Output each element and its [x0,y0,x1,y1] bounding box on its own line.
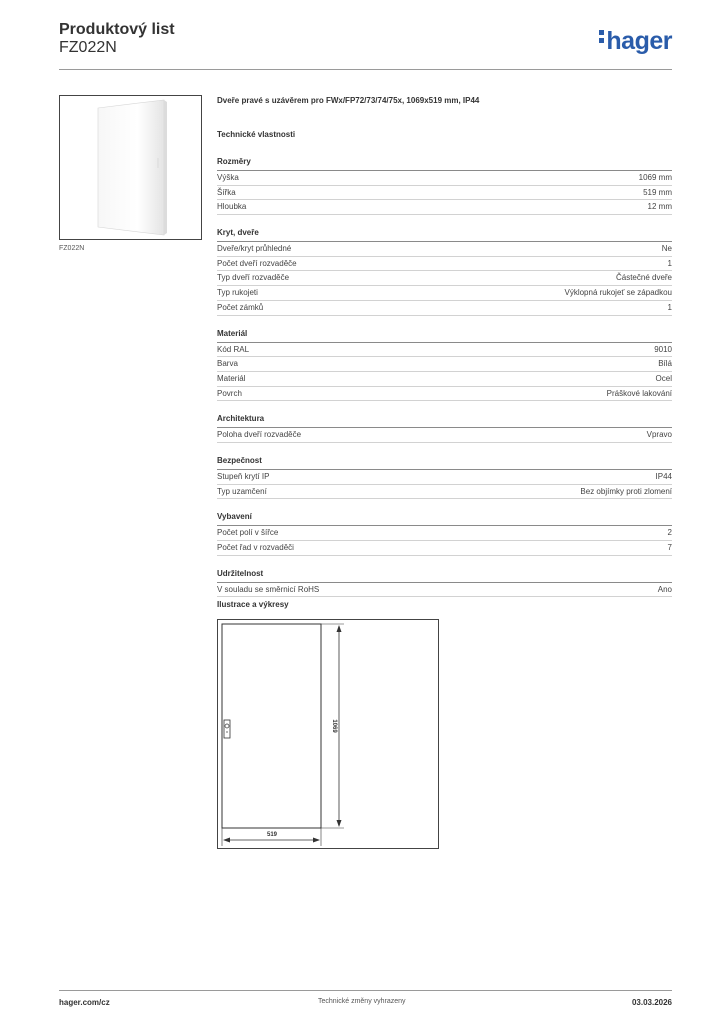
spec-value: IP44 [655,471,672,481]
spec-value: 9010 [654,344,672,354]
spec-label: Materiál [217,373,246,383]
spec-row [217,387,672,402]
spec-value: 7 [667,543,672,552]
spec-value: 519 mm [643,187,672,197]
section-title: Vybavení [217,512,672,526]
door-panel-image [60,96,201,239]
spec-row [217,470,672,485]
spec-value: Ano [657,584,672,594]
spec-label: V souladu se směrnicí RoHS [217,584,320,594]
spec-row [217,485,672,500]
spec-label: Počet polí v šířce [217,528,279,538]
spec-row [217,171,672,186]
spec-label: Počet zámků [217,302,264,312]
section-gap [217,401,672,414]
spec-label: Povrch [217,388,242,398]
door-drawing-svg [218,620,438,848]
spec-sections [217,157,672,610]
spec-row [217,541,672,556]
page-title: Produktový list [59,21,175,38]
spec-label: Stupeň krytí IP [217,471,270,481]
spec-value: Ocel [655,373,672,383]
spec-row [217,343,672,358]
section-gap [217,316,672,329]
spec-value: 1 [667,258,672,268]
illustrations-title: Ilustrace a výkresy [217,600,289,609]
spec-row [217,372,672,387]
spec-row [217,286,672,301]
product-photo [59,95,202,240]
spec-row [217,526,672,541]
spec-label: Typ dveří rozvaděče [217,273,290,283]
section-gap [217,443,672,456]
spec-value: Částečné dveře [615,273,672,283]
spec-label: Poloha dveří rozvaděče [217,430,302,440]
section-gap [217,499,672,512]
spec-row [217,200,672,215]
spec-label: Šířka [217,187,236,197]
section-gap [217,215,672,228]
spec-value: Výklopná rukojeť se západkou [564,288,672,298]
spec-value: 1 [667,302,672,312]
spec-value: 2 [667,528,672,538]
logo-dots-icon [599,30,604,46]
footer-website[interactable]: hager.com/cz [59,998,110,1007]
spec-label: Počet řad v rozvaděči [217,543,294,552]
logo-text: hager [606,27,672,55]
photo-caption: FZ022N [59,245,85,252]
section-gap [217,556,672,569]
header-divider [59,69,672,70]
spec-label: Hloubka [217,202,247,212]
spec-row [217,257,672,272]
spec-label: Barva [217,359,238,369]
section-title: Rozměry [217,157,672,171]
hager-logo [599,27,672,56]
section-title: Architektura [217,414,672,428]
width-dimension-label: 519 [266,832,278,838]
spec-label: Kód RAL [217,344,250,354]
spec-row [217,357,672,372]
spec-row [217,186,672,201]
spec-value: Bílá [658,359,672,369]
spec-row [217,242,672,257]
spec-label: Počet dveří rozvaděče [217,258,297,268]
section-title: Materiál [217,329,672,343]
spec-value: Vpravo [646,430,672,440]
spec-label: Typ uzamčení [217,486,267,496]
footer-date: 03.03.2026 [631,998,672,1007]
footer-divider [59,990,672,991]
spec-row [217,583,672,598]
spec-value: Bez objímky proti zlomení [580,486,672,496]
spec-content [217,96,672,610]
section-title: Kryt, dveře [217,228,672,242]
spec-row [217,428,672,443]
spec-row [217,301,672,316]
section-title: Udržitelnost [217,569,672,583]
spec-row [217,271,672,286]
spec-value: 12 mm [647,202,672,212]
product-code: FZ022N [59,39,117,56]
spec-label: Dveře/kryt průhledné [217,244,292,254]
product-description: Dveře pravé s uzávěrem pro FWx/FP72/73/74/75x, 1069x519 mm, IP44 [217,96,480,105]
height-dimension-label: 1069 [331,719,337,733]
door-handle-drawing [224,720,230,738]
tech-heading: Technické vlastnosti [217,130,296,139]
footer-note: Technické změny vyhrazeny [318,998,406,1005]
spec-value: Ne [661,244,672,254]
spec-value: Práškové lakování [606,388,672,398]
technical-drawing [217,619,439,849]
spec-label: Typ rukojeti [217,288,258,298]
spec-value: 1069 mm [638,173,672,182]
section-title: Bezpečnost [217,456,672,470]
spec-label: Výška [217,173,239,182]
